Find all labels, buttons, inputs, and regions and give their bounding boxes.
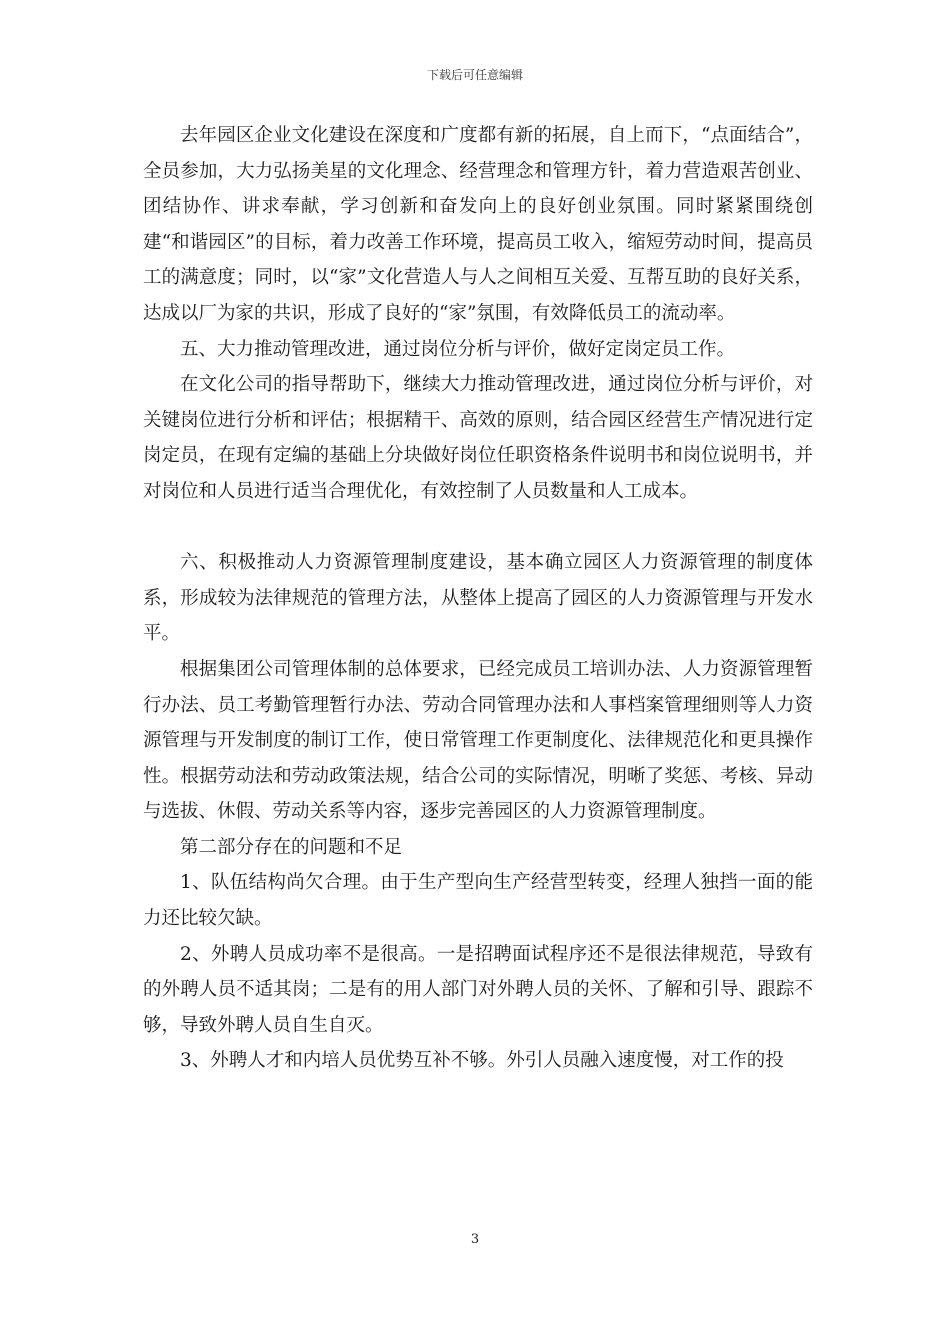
page-number: 3 bbox=[470, 1232, 480, 1247]
paragraph: 根据集团公司管理体制的总体要求，已经完成员工培训办法、人力资源管理暂行办法、员工考勤管理暂行办法、劳动合同管理办法和人事档案管理细则等人力资源管理与开发制度的制订工作，使日常管理工作更制度化、法律规范化和更具操作性。根据劳动法和劳动政策法规，结合公司的实际情况，明晰了奖惩、考核、异动与选拔、休假、劳动关系等内容，逐步完善园区的人力资源管理制度。 bbox=[143, 658, 813, 823]
section-heading: 五、大力推动管理改进，通过岗位分析与评价，做好定岗定员工作。 bbox=[180, 338, 736, 360]
page-header: 下载后可任意编辑 bbox=[426, 68, 523, 82]
part-heading: 第二部分存在的问题和不足 bbox=[180, 836, 403, 858]
list-item: 3、外聘人才和内培人员优势互补不够。外引人员融入速度慢，对工作的投 bbox=[180, 1050, 784, 1072]
document-body bbox=[143, 118, 813, 1079]
list-item: 2、外聘人员成功率不是很高。一是招聘面试程序还不是很法律规范，导致有的外聘人员不适其岗；二是有的用人部门对外聘人员的关怀、了解和引导、跟踪不够，导致外聘人员自生自灭。 bbox=[143, 943, 813, 1036]
paragraph: 在文化公司的指导帮助下，继续大力推动管理改进，通过岗位分析与评价，对关键岗位进行分析和评估；根据精干、高效的原则，结合园区经营生产情况进行定岗定员，在现有定编的基础上分块做好岗位任职资格条件说明书和岗位说明书，并对岗位和人员进行适当合理优化，有效控制了人员数量和人工成本。 bbox=[143, 374, 813, 502]
paragraph: 去年园区企业文化建设在深度和广度都有新的拓展，自上而下，“点面结合”，全员参加，大力弘扬美星的文化理念、经营理念和管理方针，着力营造艰苦创业、团结协作、讲求奉献，学习创新和奋发向上的良好创业氛围。同时紧紧围绕创建“和谐园区”的目标，着力改善工作环境，提高员工收入，缩短劳动时间，提高员工的满意度；同时，以“家”文化营造人与人之间相互关爱、互帮互助的良好关系，达成以厂为家的共识，形成了良好的“家”氛围，有效降低员工的流动率。 bbox=[143, 125, 813, 324]
section-heading: 六、积极推动人力资源管理制度建设，基本确立园区人力资源管理的制度体系，形成较为法律规范的管理方法，从整体上提高了园区的人力资源管理与开发水平。 bbox=[143, 552, 813, 645]
list-item: 1、队伍结构尚欠合理。由于生产型向生产经营型转变，经理人独挡一面的能力还比较欠缺。 bbox=[143, 872, 813, 930]
